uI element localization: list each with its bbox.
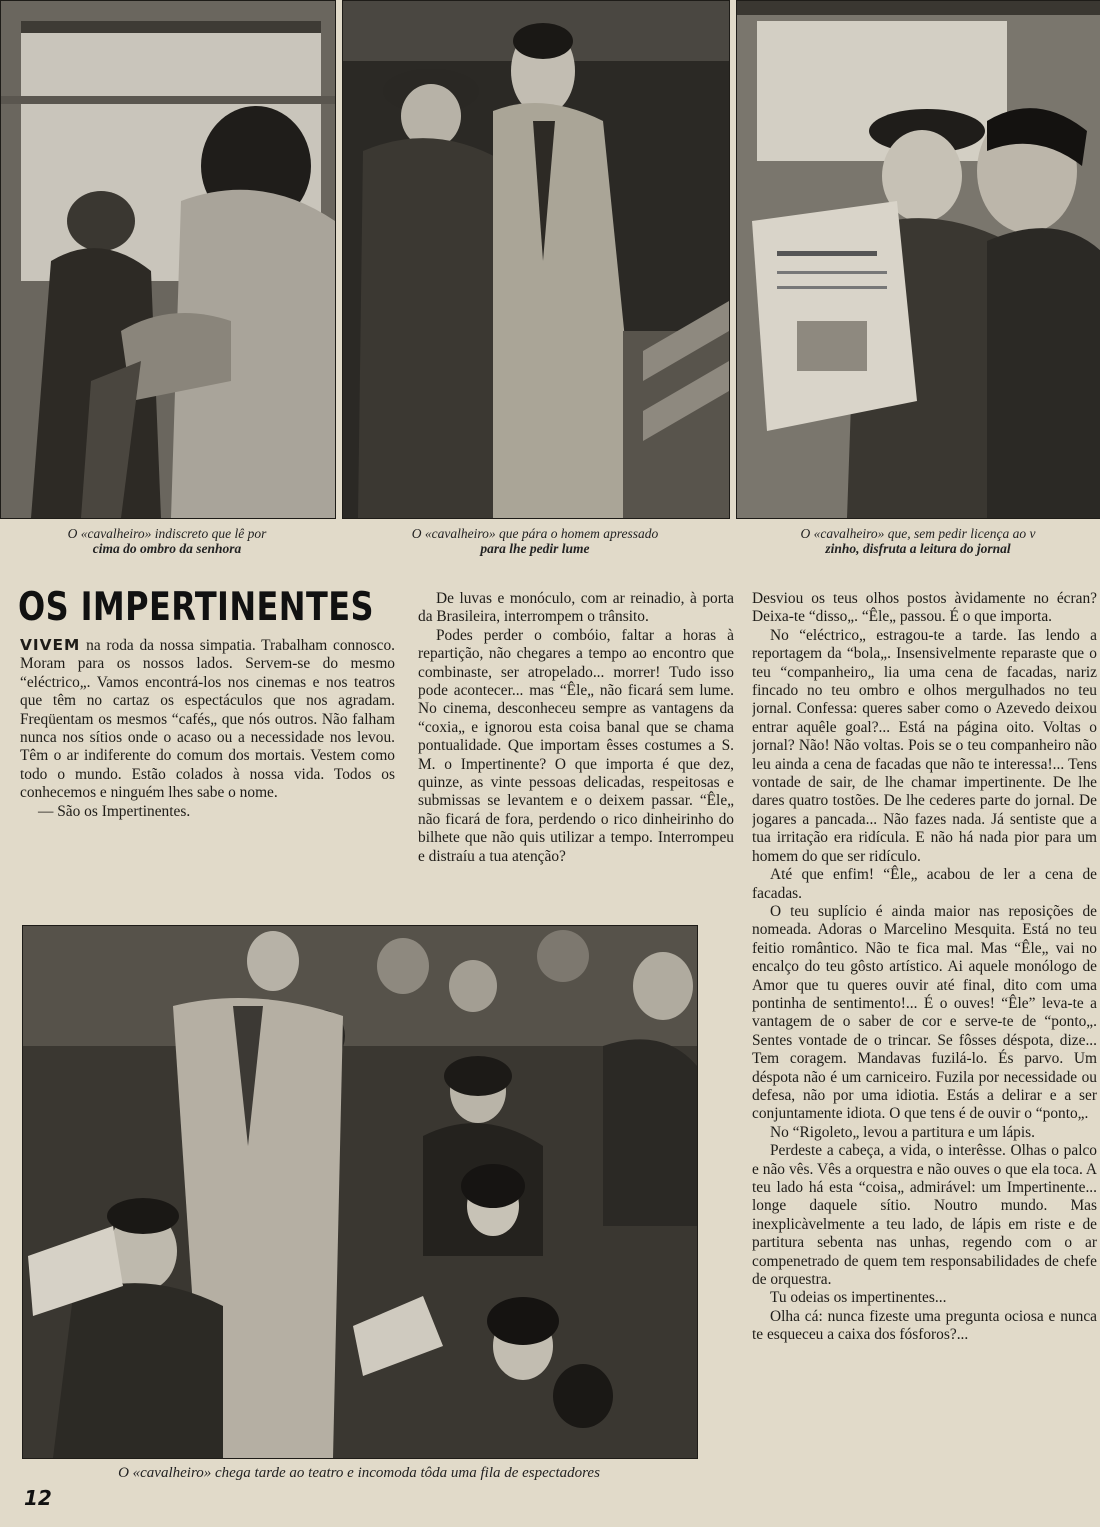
article-column-1	[20, 636, 395, 821]
article-paragraph: Podes perder o combóio, faltar a horas à repartição, não chegares a tempo ao encontro que combinaste, ser atropelado... morrer! Tudo isso pode acontecer... mas “Êle„ não ficará sem lume. No cinema, desconheceu sempre as vantagens da “coxia„ e ignorou esta coisa banal que se chama pontualidade. Que importam êsses costumes a S. M. o Impertinente? O que importa é que dez, quinze, as vinte pessoas delicadas, respeitosas e submissas se levantem e o deixem passar. “Êle„ não ficará de fora, perdendo o rico dinheirinho do bilhete que não quis utilizar a tempo. Interrompeu e distraíu a tua atenção?	[418, 626, 734, 865]
photo-asking-for-light-image	[343, 1, 729, 518]
photo-newspaper-reader-image	[737, 1, 1100, 518]
article-paragraph: Perdeste a cabeça, a vida, o interêsse. Olhas o palco e não vês. Vês a orquestra e não ouves o que ela toca. A teu lado há esta “coisa„ admirável: um Impertinente... longe daquele sítio. Noutro mundo. Mas inexplicàvelmente a teu lado, de lápis em riste e de partitura sebenta nas unhas, regendo com o ar compenetrado de quem tem responsabilidades de chefe de orquestra.	[752, 1142, 1097, 1289]
caption-top-middle-line-2: para lhe pedir lume	[480, 541, 590, 556]
article-paragraph: Desviou os teus olhos postos àvidamente no écran? Deixa-te “disso„. “Êle„ passou. É o que importa.	[752, 590, 1097, 626]
article-paragraph: No “eléctrico„ estragou-te a tarde. Ias lendo a reportagem da “bola„. Insensivelmente reparaste que o teu “companheiro„ lia uma cena de facadas, nariz fincado no teu ombro e olhos mergulhados no teu jornal. Confessa: queres saber como o Azevedo deixou entrar aquêle goal?... Está na página oito. Voltas o jornal? Não! Não voltas. Pois se o teu companheiro não leu ainda a cena de facadas que não te interessa!... Tens vontade de sair, de lhe chamar impertinente. De lhe dares quatro tostões. De lhe cederes parte do jornal. De jogares a pancada... Não fazes nada. Já sentiste que a tua irritação era ridícula. E não há nada pior para um homem do que ser ridículo.	[752, 626, 1097, 865]
photo-theatre-latecomer	[22, 925, 698, 1459]
article-paragraph: — São os Impertinentes.	[38, 802, 191, 820]
article-column-3	[752, 590, 1097, 1345]
caption-top-middle	[342, 526, 728, 556]
article-paragraph: Até que enfim! “Êle„ acabou de ler a cena de facadas.	[752, 866, 1097, 902]
article-paragraph: No “Rigoleto„ levou a partitura e um lápis.	[770, 1123, 1035, 1141]
page-number: 12	[24, 1486, 52, 1510]
article-title: OS IMPERTINENTES	[18, 585, 374, 630]
photo-theatre-latecomer-image	[23, 926, 697, 1458]
photo-tram-shoulder-reader	[0, 0, 336, 519]
article-paragraph: Tu odeias os impertinentes...	[770, 1289, 947, 1307]
article-paragraph: Olha cá: nunca fizeste uma pregunta ociosa e nunca te esqueceu a caixa dos fósforos?...	[752, 1307, 1097, 1344]
caption-bottom	[22, 1466, 696, 1481]
photo-tram-shoulder-reader-image	[1, 1, 335, 518]
article-paragraph-text: na roda da nossa simpatia. Trabalham connosco. Moram para os nossos lados. Servem-se do mesmo “eléctrico„. Vamos encontrá-los nos cinemas e nos teatros que têm no cartaz os espectáculos que nos agradam. Freqüentam os mesmos “cafés„ que nós outros. Não falham nunca nos sítios onde o acaso ou a necessidade nos levou. Têm o ar indiferente do comum dos mortais. Vestem como todo o mundo. Estão colados à nossa vida. Todos os conhecemos e ninguém lhes sabe o nome.	[20, 637, 395, 802]
caption-top-right-line-2: zinho, disfruta a leitura do jornal	[825, 541, 1011, 556]
caption-bottom-line-1: O «cavalheiro» chega tarde ao teatro e incomoda tôda uma fila de espectadores	[118, 1465, 600, 1481]
article-column-2	[418, 590, 734, 866]
caption-top-left-line-1: O «cavalheiro» indiscreto que lê por	[67, 526, 267, 541]
article-paragraph: O teu suplício é ainda maior nas reposições de nomeada. Adoras o Marcelino Mesquita. Está no teu feitio romântico. Não te fica mal. Mas “Êle„ vai no encalço do teu gôsto artístico. Ai aquele monólogo de Amor que tu queres ouvir até final, dito com uma pontinha de sentimento!... É o ouves! “Êle” leva-te a vantagem de o saber de cor e serve-te de “ponto„. Sentes vontade de o trincar. Se fôsses déspota, dize... Tem coragem. Mandavas fuzilá-lo. És parvo. Um déspota não é um carniceiro. Fuzila por necessidade ou defesa, não por uma idiotia. Estás a delirar e a ser conjuntamente idiota. O que tens é de ouvir o “ponto„.	[752, 902, 1097, 1123]
caption-top-middle-line-1: O «cavalheiro» que pára o homem apressado	[411, 526, 659, 541]
caption-top-left-line-2: cima do ombro da senhora	[92, 541, 242, 556]
article-paragraph: De luvas e monóculo, com ar reinadio, à porta da Brasileira, interrompem o trânsito.	[418, 590, 734, 626]
photo-asking-for-light	[342, 0, 730, 519]
lead-word: VIVEM	[20, 636, 81, 654]
caption-top-right	[736, 526, 1100, 556]
caption-top-left	[0, 526, 334, 556]
caption-top-right-line-1: O «cavalheiro» que, sem pedir licença ao v	[800, 526, 1036, 541]
article-paragraph	[20, 636, 395, 803]
photo-newspaper-reader	[736, 0, 1100, 519]
